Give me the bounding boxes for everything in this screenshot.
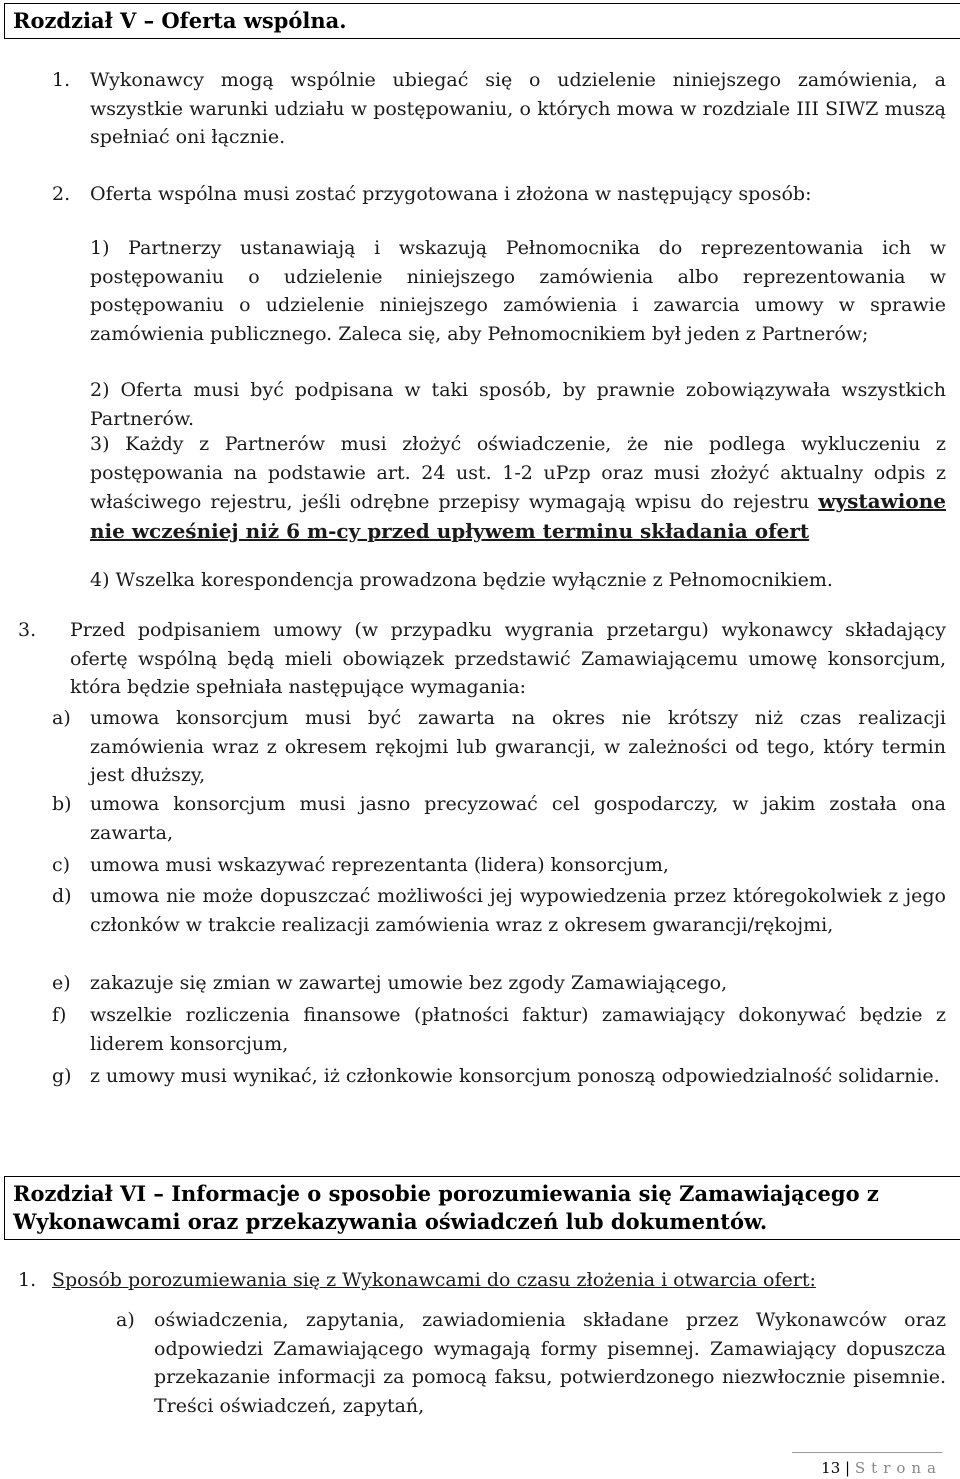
sub-g-label: g): [52, 1065, 72, 1087]
sec6-sub-a-label: a): [116, 1309, 135, 1331]
sub-d-text: umowa nie może dopuszczać możliwości jej wypowiedzenia przez któregokolwiek z jego członków w trakcie realizacji zamówienia wraz z okresem gwarancji/rękojmi,: [90, 885, 946, 936]
section-5-title: Rozdział V – Oferta wspólna.: [4, 3, 960, 39]
sub-b-text: umowa konsorcjum musi jasno precyzować cel gospodarczy, w jakim została ona zawarta,: [90, 793, 946, 844]
sub-a-text: umowa konsorcjum musi być zawarta na okres nie krótszy niż czas realizacji zamówienia wraz z okresem rękojmi lub gwarancji, w zależności od tego, który termin jest dłuższy,: [90, 707, 946, 786]
item-1-number: 1.: [52, 69, 71, 91]
sub-c-text: umowa musi wskazywać reprezentanta (lidera) konsorcjum,: [90, 854, 669, 876]
item-2-point-3-text: 3) Każdy z Partnerów musi złożyć oświadczenie, że nie podlega wykluczeniu z postępowania na podstawie art. 24 ust. 1-2 uPzp oraz musi złożyć aktualny odpis z właściwego rejestru, jeśli odrębne przepisy wymagają wpisu do rejestru: [90, 433, 946, 513]
item-2-point-3-emphasis: wystawione nie wcześniej niż 6 m-cy przed upływem terminu składania ofert: [90, 489, 946, 543]
page-number: 13: [821, 1459, 841, 1477]
section-6-title: Rozdział VI – Informacje o sposobie porozumiewania się Zamawiającego z Wykonawcami oraz przekazywania oświadczeń lub dokumentów.: [4, 1176, 960, 1240]
sec6-item-1-text: Sposób porozumiewania się z Wykonawcami do czasu złożenia i otwarcia ofert:: [52, 1269, 816, 1291]
item-2-text: Oferta wspólna musi zostać przygotowana i złożona w następujący sposób:: [90, 183, 812, 205]
item-2-point-4: 4) Wszelka korespondencja prowadzona będzie wyłącznie z Pełnomocnikiem.: [90, 569, 833, 591]
page-label: Strona: [854, 1459, 942, 1477]
sec6-item-1-number: 1.: [18, 1269, 37, 1291]
item-1-text: Wykonawcy mogą wspólnie ubiegać się o udzielenie niniejszego zamówienia, a wszystkie warunki udziału w postępowaniu, o których mowa w rozdziale III SIWZ muszą spełniać oni łącznie.: [90, 69, 946, 148]
item-3-number: 3.: [18, 619, 37, 641]
sub-d-label: d): [52, 885, 72, 907]
sub-g-text: z umowy musi wynikać, iż członkowie konsorcjum ponoszą odpowiedzialność solidarnie.: [90, 1065, 940, 1087]
sub-a-label: a): [52, 707, 71, 729]
item-2-point-3: [90, 430, 946, 546]
page-separator: |: [845, 1459, 851, 1477]
item-3-text: Przed podpisaniem umowy (w przypadku wygrania przetargu) wykonawcy składający ofertę wspólną będą mieli obowiązek przedstawić Zamawiającemu umowę konsorcjum, która będzie spełniała następujące wymagania:: [70, 619, 946, 698]
sub-f-label: f): [52, 1004, 67, 1026]
item-2-point-1: 1) Partnerzy ustanawiają i wskazują Pełnomocnika do reprezentowania ich w postępowaniu o udzielenie niniejszego zamówienia albo reprezentowania w postępowaniu o udzielenie niniejszego zamówienia i zawarcia umowy w sprawie zamówienia publicznego. Zaleca się, aby Pełnomocnikiem był jeden z Partnerów;: [90, 237, 946, 345]
item-2-point-2: 2) Oferta musi być podpisana w taki sposób, by prawnie zobowiązywała wszystkich Partnerów.: [90, 379, 946, 430]
item-2-number: 2.: [52, 183, 71, 205]
sub-c-label: c): [52, 854, 71, 876]
sec6-sub-a-text: oświadczenia, zapytania, zawiadomienia składane przez Wykonawców oraz odpowiedzi Zamawiającego wymagają formy pisemnej. Zamawiający dopuszcza przekazanie informacji za pomocą faksu, potwierdzonego niezwłocznie pisemnie. Treści oświadczeń, zapytań,: [154, 1309, 946, 1417]
page-footer: [792, 1452, 942, 1477]
sub-b-label: b): [52, 793, 72, 815]
sub-e-label: e): [52, 972, 71, 994]
sub-f-text: wszelkie rozliczenia finansowe (płatności faktur) zamawiający dokonywać będzie z liderem konsorcjum,: [90, 1004, 946, 1055]
sub-e-text: zakazuje się zmian w zawartej umowie bez zgody Zamawiającego,: [90, 972, 728, 994]
